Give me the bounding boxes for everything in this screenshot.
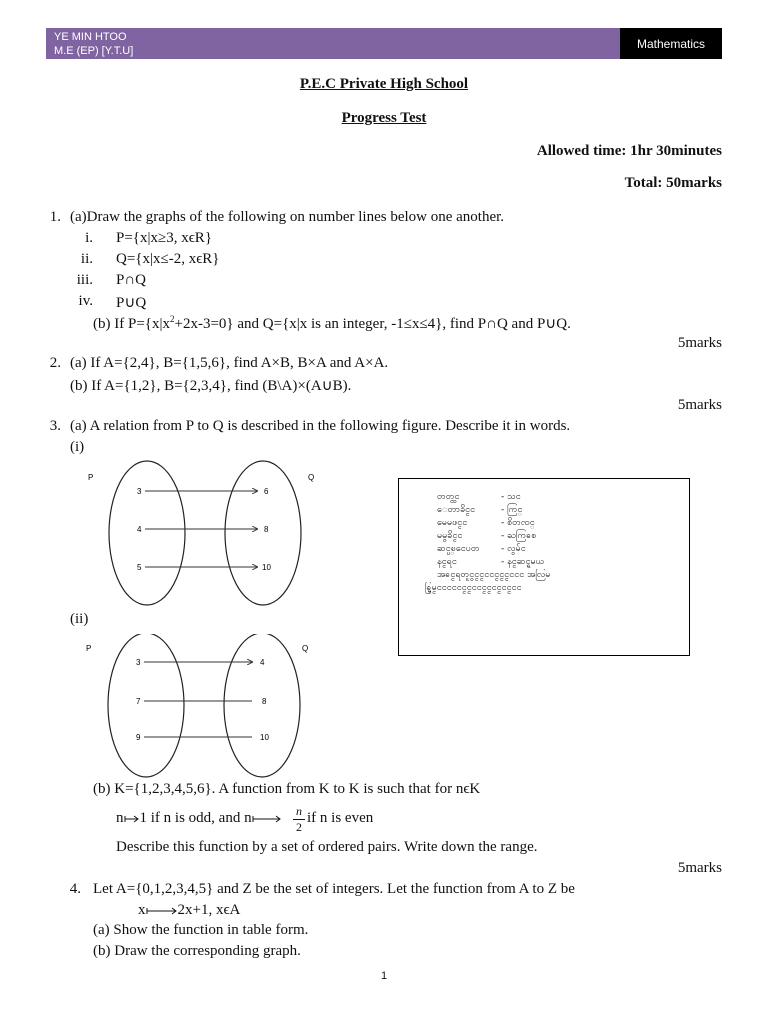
fraction-denominator: 2 (296, 820, 302, 834)
q3-part-b-line2: n 1 if n is odd, and n (116, 810, 282, 827)
box-row-4-right: - ႀကြၶစ (501, 531, 537, 541)
p-elem-1: 3 (136, 658, 141, 667)
p-elem-3: 5 (137, 563, 142, 572)
author-name: YE MIN HTOO (54, 31, 127, 43)
q2-number: 2. (49, 355, 61, 371)
box-row-5-right: - လွမ်င (501, 544, 526, 554)
q1-item-iv: P∪Q (116, 295, 147, 311)
set-q-label: Q (302, 644, 309, 653)
box-extra-line-1: အၶင္ငရတူငွင္ငင္ငငငင္ငင္ငင္ငငငင အလြမ (437, 570, 551, 580)
set-p-ellipse (108, 634, 184, 777)
q2-marks: 5marks (677, 397, 722, 413)
q-elem-1: 6 (264, 487, 269, 496)
author-degree: M.E (EP) [Y.T.U] (54, 45, 134, 57)
fraction-numerator: n (296, 804, 302, 818)
q1-number: 1. (49, 209, 61, 225)
q-elem-3: 10 (262, 563, 271, 572)
q1-roman-ii: ii. (80, 251, 93, 267)
box-row-2-left: ေတာခိင္ငင (437, 505, 476, 515)
box-row-6-right: - နင္ငဆင္ရမယ (501, 557, 545, 567)
q4-part-a: (a) Show the function in table form. (93, 922, 309, 938)
p-elem-2: 4 (137, 525, 142, 534)
q1-roman-iii: iii. (76, 272, 93, 288)
myanmar-text-box (398, 478, 690, 656)
p-elem-3: 9 (136, 733, 141, 742)
q4-function: x 2x+1, xϵA (138, 902, 241, 918)
q4-part-b: (b) Draw the corresponding graph. (93, 943, 301, 959)
box-row-2-right: - ကြင္ (501, 505, 523, 515)
p-elem-2: 7 (136, 697, 141, 706)
q-elem-1: 4 (260, 658, 265, 667)
q1-roman-iv: iv. (78, 293, 93, 309)
q3-fig-ii-label: (ii) (70, 611, 89, 627)
p-elem-1: 3 (137, 487, 142, 496)
q3-fig-i-label: (i) (70, 439, 85, 455)
box-extra-line-2: ၶ္မြမ္ငငငငငငင္ငင္ငငငင္ငင္ငငင္ငငင္ငငင (425, 583, 522, 593)
set-p-ellipse (109, 461, 185, 605)
q1-item-i: P={x|x≥3, xϵR} (116, 230, 213, 246)
q1-part-a: (a)Draw the graphs of the following on number lines below one another. (70, 209, 505, 225)
box-row-4-left: မမွခိင္ငင (437, 531, 463, 541)
q2-part-a: (a) If A={2,4}, B={1,5,6}, find A×B, B×A and A×A. (70, 355, 389, 371)
page-number: 1 (380, 970, 388, 982)
q3-marks: 5marks (677, 860, 722, 876)
q-elem-3: 10 (260, 733, 269, 742)
total-marks: Total: 50marks (624, 175, 722, 191)
box-row-3-left: မေမဖင္ငင (437, 518, 468, 528)
q3-part-a: (a) A relation from P to Q is described in the following figure. Describe it in words. (70, 418, 571, 434)
box-row-3-right: - စိတၸင္ (501, 518, 535, 528)
allowed-time: Allowed time: 1hr 30minutes (536, 143, 722, 159)
q3-part-b-line3: Describe this function by a set of ordered pairs. Write down the range. (116, 839, 538, 855)
header-author-block (46, 28, 620, 59)
q1-marks: 5marks (677, 335, 722, 351)
q1-roman-i: i. (85, 230, 93, 246)
relation-diagram-1 (80, 460, 330, 610)
box-row-1-right: - သင (501, 492, 521, 502)
q4-intro: Let A={0,1,2,3,4,5} and Z be the set of integers. Let the function from A to Z be (93, 881, 575, 897)
set-p-label: P (86, 644, 92, 653)
q-elem-2: 8 (264, 525, 269, 534)
box-row-6-left: နင္ငရင (437, 557, 457, 567)
q2-part-b: (b) If A={1,2}, B={2,3,4}, find (B\A)×(A∪B). (70, 378, 352, 394)
q3-number: 3. (49, 418, 61, 434)
q-elem-2: 8 (262, 697, 267, 706)
q4-number: 4. (69, 881, 81, 897)
q1-part-b: (b) If $P=\{x|x^2+2x-3=0\}$ and Q={x|x is an integer, -1≤x≤4}, find P∩Q and P∪Q. (93, 314, 571, 332)
set-q-ellipse (225, 461, 301, 605)
box-row-1-left: တတ္ငွင (437, 492, 460, 502)
q1-item-iii: P∩Q (116, 272, 147, 288)
relation-diagram-2 (80, 634, 330, 784)
q3-part-b-line1: (b) K={1,2,3,4,5,6}. A function from K to K is such that for nϵK (93, 781, 481, 797)
q1-item-ii: Q={x|x≤-2, xϵR} (116, 251, 220, 267)
test-title: Progress Test (341, 110, 427, 126)
box-row-5-left: ဆင္ပ္ၿငေပတ (437, 544, 480, 554)
set-q-label: Q (308, 473, 315, 482)
set-p-label: P (88, 473, 94, 482)
q3-even-text: if n is even (307, 810, 374, 826)
subject-label: Mathematics (620, 28, 722, 59)
school-title: P.E.C Private High School (299, 76, 469, 92)
